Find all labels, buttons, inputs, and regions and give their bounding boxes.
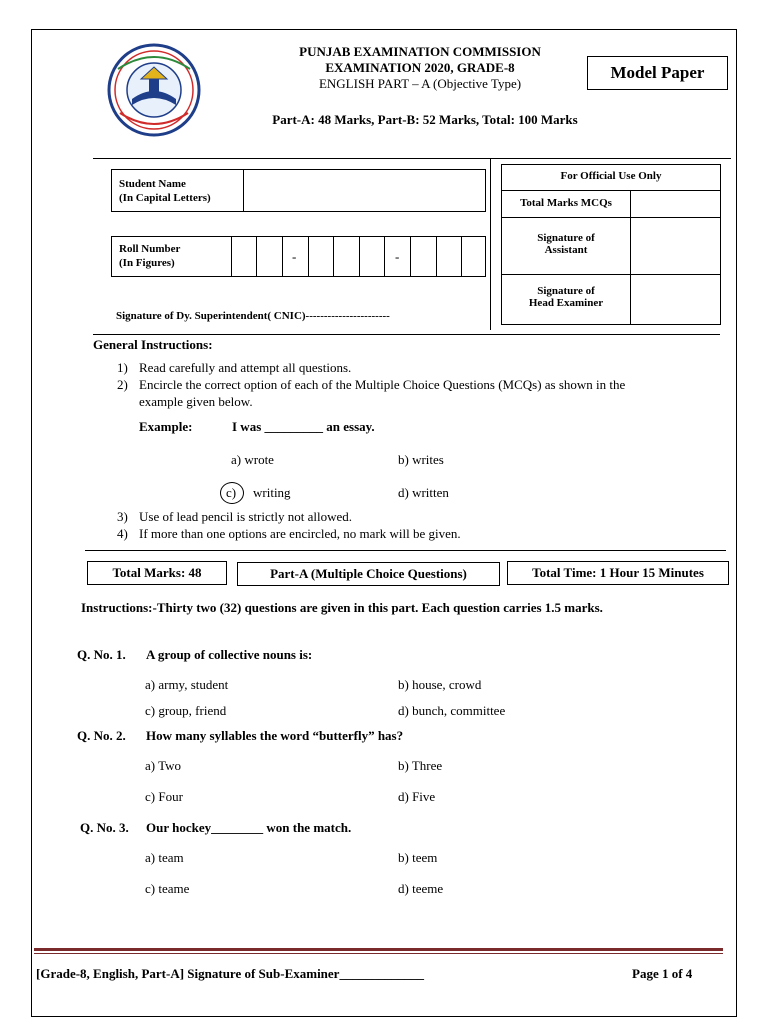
part-instructions: Instructions:-Thirty two (32) questions are given in this part. Each question carries 1.5 marks. — [81, 600, 603, 615]
instruction-3: Use of lead pencil is strictly not allowed. — [139, 509, 353, 524]
question-number: Q. No. 2. — [77, 728, 126, 743]
part-title-box: Part-A (Multiple Choice Questions) — [237, 562, 500, 586]
option-c[interactable]: c) group, friend — [145, 703, 227, 718]
instruction-2-cont: example given below. — [139, 394, 253, 409]
example-option-b: b) writes — [398, 452, 444, 467]
instruction-number: 4) — [117, 526, 128, 541]
header-marks: Part-A: 48 Marks, Part-B: 52 Marks, Total: 100 Marks — [272, 112, 578, 127]
example-option-c: writing — [253, 485, 291, 500]
option-b[interactable]: b) teem — [398, 850, 438, 865]
question-number: Q. No. 3. — [80, 820, 129, 835]
total-time-box: Total Time: 1 Hour 15 Minutes — [507, 561, 729, 585]
instruction-number: 3) — [117, 509, 128, 524]
question-number: Q. No. 1. — [77, 647, 126, 662]
question-text: A group of collective nouns is: — [146, 647, 313, 662]
example-option-a: a) wrote — [231, 452, 274, 467]
header-commission: PUNJAB EXAMINATION COMMISSION — [299, 44, 541, 59]
student-name-field[interactable] — [244, 170, 485, 211]
section-rule — [85, 550, 726, 551]
option-d[interactable]: d) Five — [398, 789, 436, 804]
option-c[interactable]: c) Four — [145, 789, 183, 804]
instruction-1: Read carefully and attempt all questions. — [139, 360, 352, 375]
page-number: Page 1 of 4 — [632, 966, 693, 981]
instruction-2: Encircle the correct option of each of the Multiple Choice Questions (MCQs) as shown in the — [139, 377, 626, 392]
header-exam: EXAMINATION 2020, GRADE-8 — [325, 60, 515, 75]
footer-rule-thin — [34, 953, 723, 954]
option-d[interactable]: d) teeme — [398, 881, 444, 896]
header-rule — [93, 158, 731, 159]
student-name-box — [111, 169, 486, 212]
roll-number-label: Roll Number — [119, 243, 181, 255]
instruction-4: If more than one options are encircled, no mark will be given. — [139, 526, 461, 541]
footer-subexaminer-signature: [Grade-8, English, Part-A] Signature of Sub-Examiner_____________ — [36, 966, 424, 981]
student-name-sublabel: (In Capital Letters) — [119, 192, 211, 204]
example-option-d: d) written — [398, 485, 449, 500]
option-d[interactable]: d) bunch, committee — [398, 703, 506, 718]
option-b[interactable]: b) Three — [398, 758, 443, 773]
instruction-number: 1) — [117, 360, 128, 375]
total-marks-box: Total Marks: 48 — [87, 561, 227, 585]
roll-dash: - — [292, 249, 297, 264]
head-examiner-signature-sublabel: Head Examiner — [528, 297, 604, 309]
question-text: How many syllables the word “butterfly” has? — [146, 728, 404, 743]
student-name-label: Student Name — [119, 178, 186, 190]
official-use-box — [501, 164, 721, 325]
option-c[interactable]: c) teame — [145, 881, 190, 896]
example-sentence: I was _________ an essay. — [232, 419, 375, 434]
dy-superintendent-signature: Signature of Dy. Superintendent( CNIC)----------------------- — [116, 310, 390, 322]
header-subject: ENGLISH PART – A (Objective Type) — [318, 76, 522, 91]
option-a[interactable]: a) army, student — [145, 677, 229, 692]
head-examiner-signature-label: Signature of — [537, 285, 595, 297]
model-paper-label: Model Paper — [587, 56, 728, 90]
option-a[interactable]: a) Two — [145, 758, 182, 773]
roll-number-box — [111, 236, 486, 277]
footer-rule-thick — [34, 948, 723, 951]
roll-dash: - — [395, 249, 400, 264]
instruction-number: 2) — [117, 377, 128, 392]
total-marks-mcqs-label: Total Marks MCQs — [520, 197, 612, 209]
assistant-signature-sublabel: Assistant — [544, 244, 588, 256]
example-label: Example: — [139, 419, 193, 434]
official-use-title: For Official Use Only — [560, 170, 662, 182]
assistant-signature-label: Signature of — [537, 232, 595, 244]
roll-number-sublabel: (In Figures) — [119, 257, 175, 269]
question-text: Our hockey________ won the match. — [146, 820, 352, 835]
option-a[interactable]: a) team — [145, 850, 184, 865]
commission-logo — [98, 43, 210, 137]
roll-number-field[interactable] — [232, 237, 485, 276]
example-option-c-letter: c) — [226, 485, 237, 500]
option-b[interactable]: b) house, crowd — [398, 677, 482, 692]
section-divider — [490, 158, 491, 330]
general-instructions-title: General Instructions: — [93, 337, 213, 352]
section-rule — [93, 334, 720, 335]
